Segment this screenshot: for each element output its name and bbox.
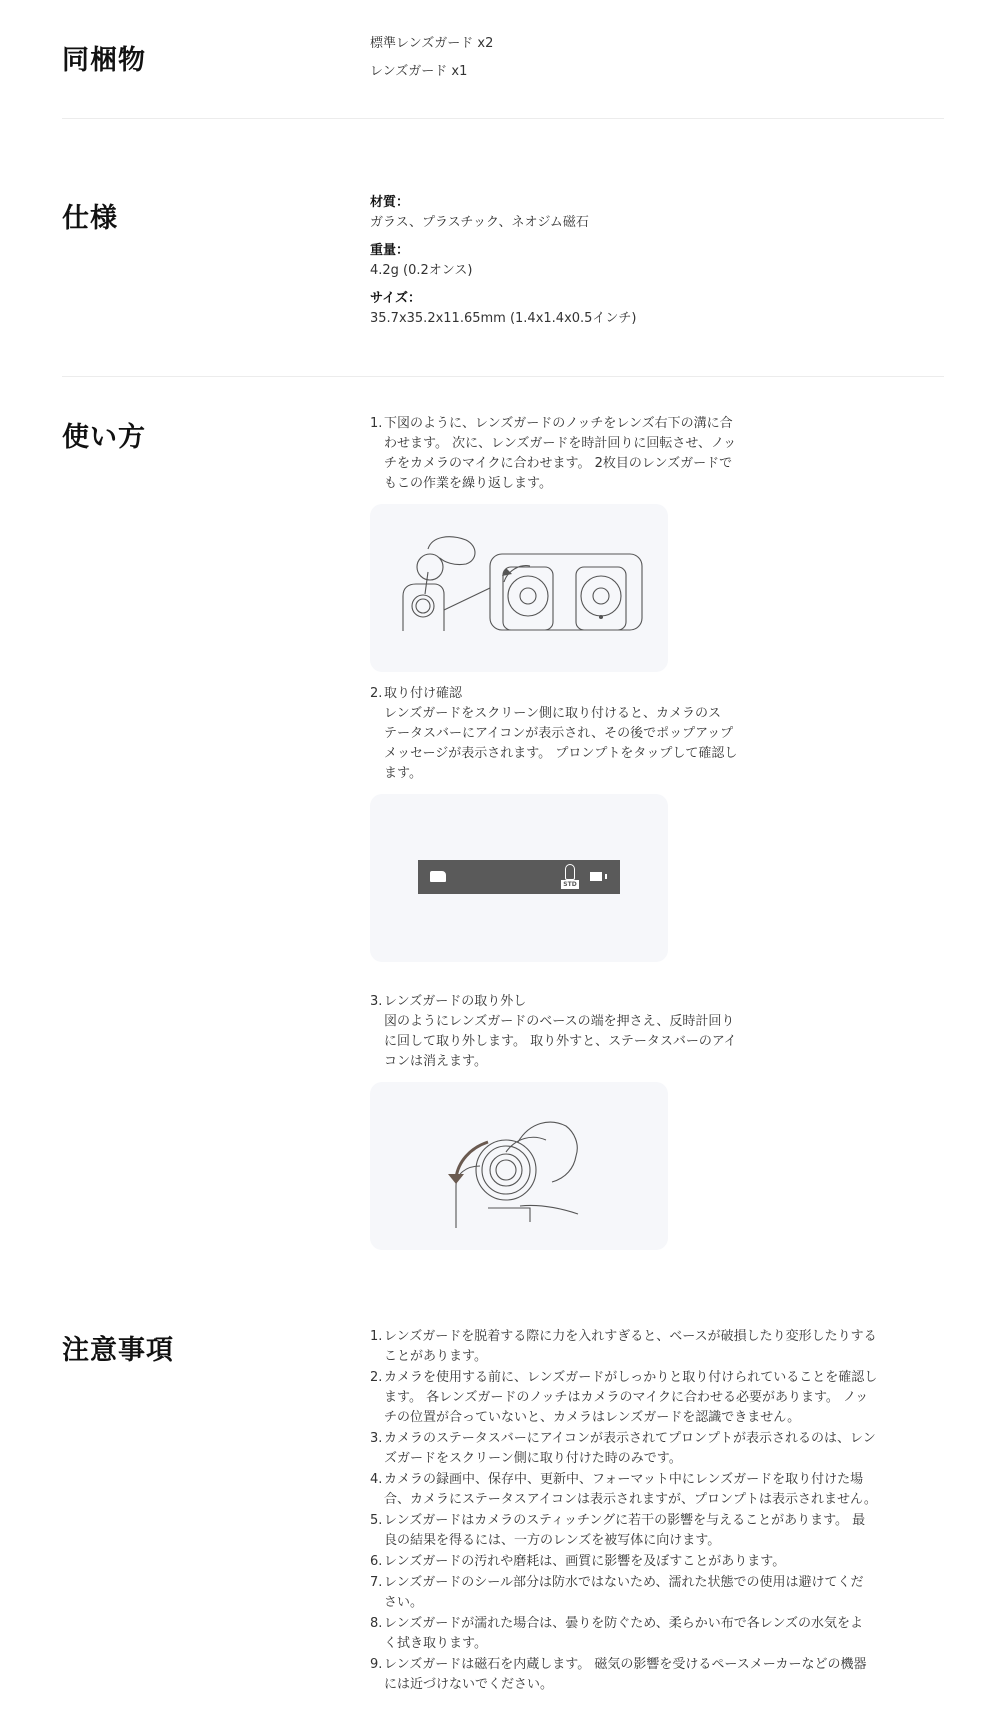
- camera-status-bar: [418, 860, 620, 894]
- usage-steps: [370, 414, 944, 1262]
- step-text: 下図のように、レンズガードのノッチをレンズ右下の溝に合: [384, 416, 733, 431]
- install-illustration: [370, 504, 668, 672]
- section-title-notes: 注意事項: [62, 1335, 174, 1366]
- step-text: コンは消えます。: [384, 1054, 487, 1069]
- note-text: レンズガードが濡れた場合は、曇りを防ぐため、柔らかい布で各レンズの水気をよ: [384, 1616, 864, 1631]
- note-text: カメラの録画中、保存中、更新中、フォーマット中にレンズガードを取り付けた場: [384, 1472, 864, 1487]
- step-text: チをカメラのマイクに合わせます。 2枚目のレンズガードで: [384, 456, 733, 471]
- note-text: レンズガードを脱着する際に力を入れすぎると、ベースが破損したり変形したりする: [384, 1329, 877, 1344]
- usage-step-3: [370, 992, 944, 1072]
- section-title-specs: 仕様: [62, 203, 118, 234]
- removal-diagram-icon: [370, 1082, 668, 1250]
- note-text: 合、カメラにステータスアイコンは表示されますが、プロンプトは表示されません。: [384, 1492, 877, 1507]
- note-text: ことがあります。: [384, 1349, 487, 1364]
- note-item: [370, 1327, 944, 1367]
- battery-tip-icon: [605, 874, 607, 879]
- note-text: レンズガードの汚れや磨耗は、画質に影響を及ぼすことがあります。: [384, 1554, 786, 1569]
- spec-size: [370, 289, 944, 329]
- step-text: メッセージが表示されます。 プロンプトをタップして確認し: [384, 746, 738, 761]
- spec-material: [370, 193, 944, 233]
- removal-illustration: [370, 1082, 668, 1250]
- contents-list: [370, 34, 944, 82]
- note-number: 8.: [370, 1616, 383, 1631]
- note-text: には近づけないでください。: [384, 1677, 554, 1692]
- divider: [62, 118, 944, 119]
- note-text: チの位置が合っていないと、カメラはレンズガードを認識できません。: [384, 1410, 801, 1425]
- step-text: 取り付け確認: [384, 686, 463, 701]
- note-number: 6.: [370, 1554, 383, 1569]
- spec-value: 35.7x35.2x11.65mm (1.4x1.4x0.5インチ): [370, 311, 637, 326]
- step-text: ます。: [384, 766, 422, 781]
- note-text: 良の結果を得るには、一方のレンズを被写体に向けます。: [384, 1533, 721, 1548]
- note-text: ズガードをスクリーン側に取り付けた時のみです。: [384, 1451, 682, 1466]
- note-text: く拭き取ります。: [384, 1636, 487, 1651]
- step-text: わせます。 次に、レンズガードを時計回りに回転させ、ノッ: [384, 436, 737, 451]
- note-text: カメラのステータスバーにアイコンが表示されてプロンプトが表示されるのは、レン: [384, 1431, 876, 1446]
- section-title-contents: 同梱物: [62, 45, 146, 76]
- status-bar-illustration: [370, 794, 668, 962]
- note-number: 4.: [370, 1472, 383, 1487]
- step-number: 3.: [370, 994, 383, 1009]
- note-item: [370, 1368, 944, 1428]
- spec-label: サイズ：: [370, 291, 421, 306]
- note-number: 7.: [370, 1575, 383, 1590]
- spec-weight: [370, 241, 944, 281]
- divider: [62, 376, 944, 377]
- note-item: [370, 1470, 944, 1510]
- note-item: [370, 1511, 944, 1551]
- note-text: カメラを使用する前に、レンズガードがしっかりと取り付けられていることを確認し: [384, 1370, 878, 1385]
- note-number: 3.: [370, 1431, 383, 1446]
- step-text: 図のようにレンズガードのベースの端を押さえ、反時計回り: [384, 1014, 735, 1029]
- spec-value: ガラス、プラスチック、ネオジム磁石: [370, 215, 589, 230]
- spec-value: 4.2g (0.2オンス): [370, 263, 473, 278]
- contents-item: 標準レンズガード x2: [370, 36, 494, 51]
- note-item: [370, 1573, 944, 1613]
- note-number: 1.: [370, 1329, 383, 1344]
- specs-list: [370, 193, 944, 337]
- step-text: レンズガードの取り外し: [384, 994, 527, 1009]
- notes-list: [370, 1327, 944, 1696]
- note-text: レンズガードはカメラのスティッチングに若干の影響を与えることがあります。 最: [384, 1513, 866, 1528]
- usage-step-1: [370, 414, 944, 494]
- spec-label: 重量：: [370, 243, 410, 258]
- status-badge: STD: [561, 880, 579, 889]
- note-item: [370, 1655, 944, 1695]
- note-text: さい。: [384, 1595, 424, 1610]
- step-text: レンズガードをスクリーン側に取り付けると、カメラのス: [384, 706, 722, 721]
- note-item: [370, 1429, 944, 1469]
- step-text: テータスバーにアイコンが表示され、その後でポップアップ: [384, 726, 734, 741]
- spec-label: 材質：: [370, 195, 410, 210]
- step-text: に回して取り外します。 取り外すと、ステータスバーのアイ: [384, 1034, 737, 1049]
- usage-step-2: [370, 684, 944, 784]
- note-number: 2.: [370, 1370, 383, 1385]
- sd-card-icon: [430, 871, 446, 882]
- install-diagram-icon: [370, 504, 668, 672]
- battery-icon: [590, 872, 602, 881]
- note-text: ます。 各レンズガードのノッチはカメラのマイクに合わせる必要があります。 ノッ: [384, 1390, 869, 1405]
- section-title-usage: 使い方: [62, 422, 146, 453]
- step-number: 1.: [370, 416, 383, 431]
- contents-item: レンズガード x1: [370, 64, 468, 79]
- lens-guard-status-icon: [562, 864, 578, 890]
- note-item: [370, 1614, 944, 1654]
- note-number: 9.: [370, 1657, 383, 1672]
- note-text: レンズガードは磁石を内蔵します。 磁気の影響を受けるペースメーカーなどの機器: [384, 1657, 867, 1672]
- note-number: 5.: [370, 1513, 383, 1528]
- step-text: もこの作業を繰り返します。: [384, 476, 552, 491]
- step-number: 2.: [370, 686, 383, 701]
- note-item: [370, 1552, 944, 1572]
- note-text: レンズガードのシール部分は防水ではないため、濡れた状態での使用は避けてくだ: [384, 1575, 864, 1590]
